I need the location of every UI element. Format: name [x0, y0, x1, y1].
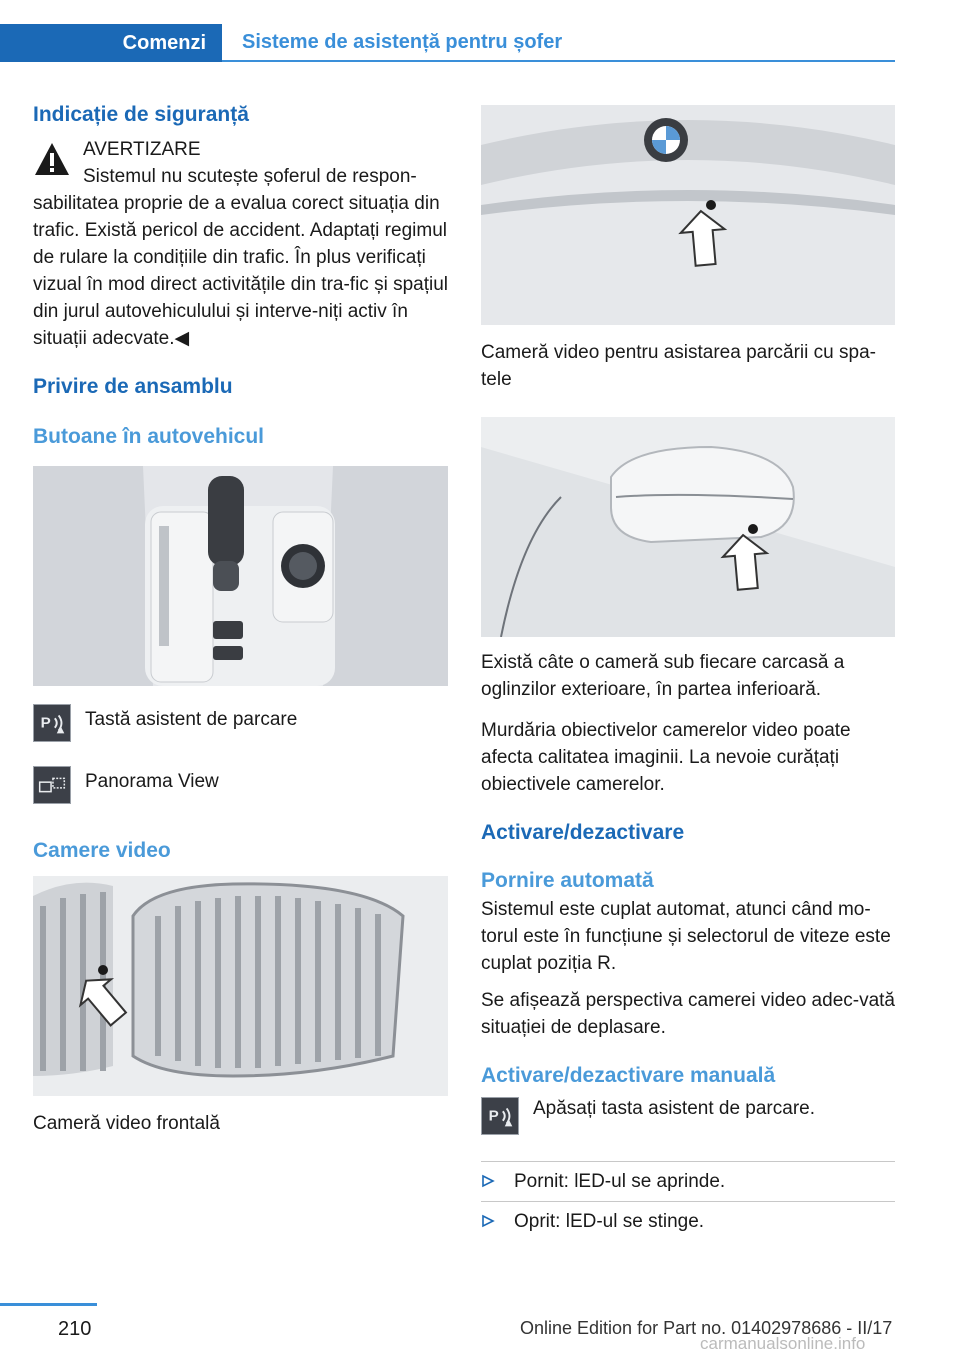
buttons-title: Butoane în autovehicul: [33, 425, 265, 448]
cameras-title: Camere video: [33, 839, 171, 862]
park-assist-key-icon: [481, 1097, 519, 1135]
right-column: [481, 100, 895, 1235]
key-row-panorama: [33, 766, 448, 814]
rear-camera-photo: [481, 105, 895, 325]
manual-row: [481, 1097, 895, 1141]
warning-first-line: Sistemul nu scutește șoferul de respon‐: [83, 166, 417, 187]
triangle-right-icon: [481, 1174, 495, 1188]
svg-text:P: P: [488, 1107, 499, 1125]
list-item: [481, 1208, 895, 1235]
safety-title: Indicație de siguranță: [33, 103, 249, 126]
auto-start-text-2: Se afișează perspectiva camerei video adec‐vată situației de deplasare.: [481, 990, 896, 1038]
page-number: 210: [58, 1318, 92, 1340]
list-item: [481, 1168, 895, 1195]
section-tab: Sisteme de asistență pentru șofer: [242, 31, 563, 53]
page-header: [0, 24, 895, 62]
overview-title: Privire de ansamblu: [33, 375, 233, 398]
list-separator: [481, 1161, 895, 1162]
front-camera-photo: [33, 876, 448, 1096]
status-list: [481, 1161, 895, 1235]
front-camera-caption: Cameră video frontală: [33, 1113, 220, 1134]
panorama-view-key-icon: [33, 766, 71, 804]
auto-start-title: Pornire automată: [481, 869, 654, 892]
svg-text:P: P: [40, 714, 51, 732]
warning-block: [33, 136, 448, 352]
edition-footer: Online Edition for Part no. 01402978686 - II/17: [520, 1318, 893, 1338]
warning-text: sabilitatea proprie de a evalua corect situația din trafic. Există pericol de accident. Adaptați regimul de rulare la condițiile din trafic. În plus verificați vizual în mod direct activitățile din tra‐fic și spațiul din jurul autovehiculului și interve‐niți activ în situații adecvate.◀: [33, 193, 448, 349]
key-row-park-assist: [33, 704, 448, 752]
header-rule: [222, 60, 895, 62]
triangle-right-icon: [481, 1214, 495, 1228]
manual-title: Activare/dezactivare manuală: [481, 1064, 776, 1087]
rear-camera-caption: Cameră video pentru asistarea parcării cu spa‐tele: [481, 342, 876, 390]
key-label-panorama: Panorama View: [85, 771, 219, 792]
chapter-tab: Comenzi: [0, 24, 222, 62]
page-number-rule: [0, 1303, 97, 1306]
watermark: carmanualsonline.info: [700, 1334, 866, 1353]
manual-text: Apăsați tasta asistent de parcare.: [533, 1098, 815, 1119]
list-item-text: Oprit: lED-ul se stinge.: [514, 1211, 705, 1232]
list-separator: [481, 1201, 895, 1202]
mirror-camera-photo: [481, 417, 895, 637]
warning-label: AVERTIZARE: [83, 139, 201, 160]
list-item-text: Pornit: lED-ul se aprinde.: [514, 1171, 726, 1192]
warning-triangle-icon: [33, 140, 71, 178]
mirror-camera-caption: Există câte o cameră sub fiecare carcasă a oglinzilor exterioare, în partea inferioară.: [481, 652, 845, 700]
left-column: [33, 100, 448, 1137]
dirt-note: Murdăria obiectivelor camerelor video poate afecta calitatea imaginii. La nevoie curățați obiectivele camerelor.: [481, 720, 851, 795]
key-list: [33, 704, 448, 814]
activation-title: Activare/dezactivare: [481, 821, 685, 844]
console-photo: [33, 466, 448, 686]
auto-start-text: Sistemul este cuplat automat, atunci când mo‐torul este în funcțiune și selectorul de viteze este cuplat poziția R.: [481, 899, 891, 974]
key-label-park-assist: Tastă asistent de parcare: [85, 709, 298, 730]
park-assist-key-icon: [33, 704, 71, 742]
